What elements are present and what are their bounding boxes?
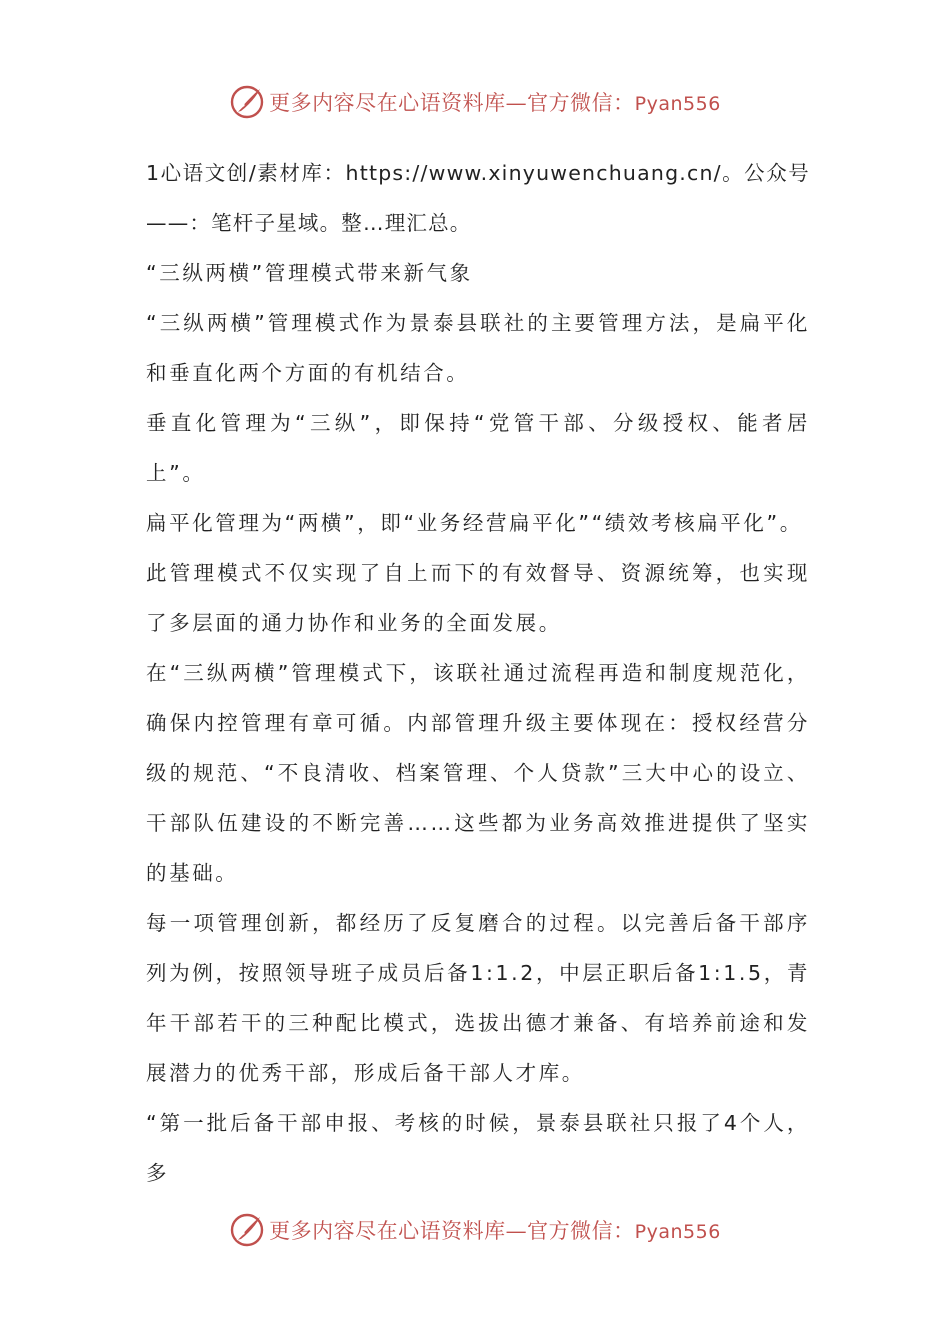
footer-banner [0, 1208, 950, 1252]
quill-pen-logo-icon [229, 1212, 265, 1248]
paragraph: “三纵两横”管理模式作为景泰县联社的主要管理方法，是扁平化和垂直化两个方面的有机结合。 [146, 311, 810, 385]
paragraph: “第一批后备干部申报、考核的时候，景泰县联社只报了4个人，多 [146, 1111, 810, 1185]
header-banner [0, 80, 950, 124]
paragraph: 每一项管理创新，都经历了反复磨合的过程。以完善后备干部序列为例，按照领导班子成员后备1:1.2，中层正职后备1:1.5，青年干部若干的三种配比模式，选拔出德才兼备、有培养前途和发展潜力的优秀干部，形成后备干部人才库。 [146, 911, 810, 1085]
paragraph: 垂直化管理为“三纵”，即保持“党管干部、分级授权、能者居上”。 [146, 411, 810, 485]
paragraph: 扁平化管理为“两横”，即“业务经营扁平化”“绩效考核扁平化”。 [146, 511, 803, 535]
footer-wechat-id: Pyan556 [634, 1221, 721, 1243]
paragraph-source: 1心语文创/素材库：https://www.xinyuwenchuang.cn/。公众号——：笔杆子星域。整…理汇总。 [146, 161, 810, 235]
document-body [146, 148, 810, 1198]
paragraph: 在“三纵两横”管理模式下，该联社通过流程再造和制度规范化，确保内控管理有章可循。内部管理升级主要体现在：授权经营分级的规范、“不良清收、档案管理、个人贷款”三大中心的设立、干部队伍建设的不断完善……这些都为业务高效推进提供了坚实的基础。 [146, 661, 810, 885]
header-banner-text: 更多内容尽在心语资料库—官方微信：Pyan556 [269, 91, 721, 115]
quill-pen-logo-icon [229, 84, 265, 120]
header-wechat-id: Pyan556 [634, 93, 721, 115]
paragraph-heading: “三纵两横”管理模式带来新气象 [146, 261, 473, 285]
paragraph: 此管理模式不仅实现了自上而下的有效督导、资源统筹，也实现了多层面的通力协作和业务的全面发展。 [146, 561, 810, 635]
footer-banner-text: 更多内容尽在心语资料库—官方微信：Pyan556 [269, 1219, 721, 1243]
